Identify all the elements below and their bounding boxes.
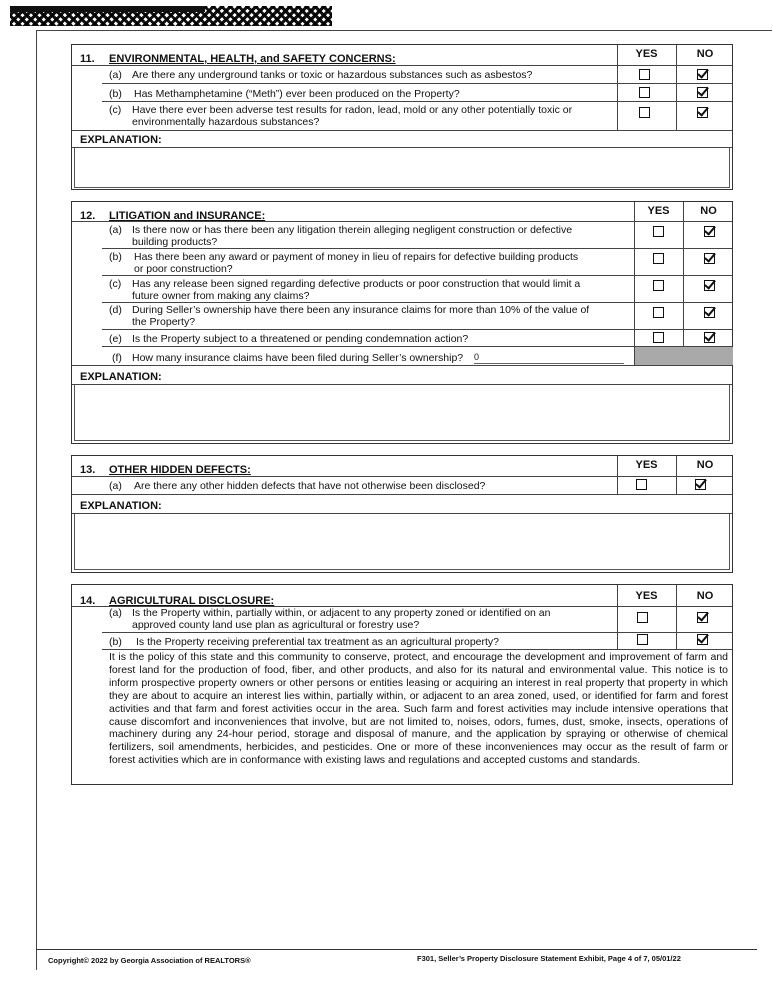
section-number: 12. — [80, 210, 96, 222]
question-text: Has Methamphetamine (“Meth”) ever been produced on the Property? — [134, 88, 460, 100]
footer-rule — [36, 949, 757, 950]
no-checkbox[interactable] — [697, 107, 708, 118]
claims-count-field[interactable] — [474, 352, 624, 364]
yes-checkbox[interactable] — [653, 307, 664, 318]
no-header: NO — [696, 459, 714, 471]
section-number: 14. — [80, 595, 96, 607]
question-text: Has there been any award or payment of money in lieu of repairs for defective building products — [134, 251, 579, 263]
yes-checkbox[interactable] — [653, 253, 664, 264]
question-text: Are there any other hidden defects that have not otherwise been disclosed? — [134, 480, 486, 492]
section-title: OTHER HIDDEN DEFECTS: — [109, 464, 251, 476]
no-checkbox[interactable] — [704, 307, 715, 318]
claims-count-value: 0 — [474, 352, 480, 362]
item-letter: (a) — [109, 69, 122, 81]
redacted-header-bar — [10, 6, 205, 12]
no-checkbox[interactable] — [704, 332, 715, 343]
yes-checkbox[interactable] — [636, 479, 647, 490]
section-title: LITIGATION and INSURANCE: — [109, 210, 266, 222]
yes-header: YES — [647, 205, 670, 217]
no-checkbox[interactable] — [704, 253, 715, 264]
question-text: Are there any underground tanks or toxic or hazardous substances such as asbestos? — [132, 69, 533, 81]
no-checkbox[interactable] — [695, 479, 706, 490]
explanation-label: EXPLANATION: — [80, 500, 162, 512]
item-letter: (b) — [109, 251, 122, 263]
no-checkbox[interactable] — [697, 634, 708, 645]
section-title: ENVIRONMENTAL, HEALTH, and SAFETY CONCERNS: — [109, 53, 396, 65]
section-14 — [71, 584, 733, 785]
question-text: Is the Property receiving preferential tax treatment as an agricultural property? — [136, 636, 500, 648]
section-13 — [71, 455, 733, 573]
item-letter: (d) — [109, 304, 122, 316]
yes-checkbox[interactable] — [653, 226, 664, 237]
question-text: Has any release been signed regarding defective products or poor construction that would limit a — [132, 278, 581, 290]
question-text: During Seller’s ownership have there been any insurance claims for more than 10% of the value of — [132, 304, 590, 316]
explanation-label: EXPLANATION: — [80, 371, 162, 383]
explanation-field[interactable] — [74, 514, 730, 570]
copyright: Copyright© 2022 by Georgia Association of REALTORS® — [48, 956, 251, 965]
no-header: NO — [700, 205, 717, 217]
question-text: Have there ever been adverse test results for radon, lead, mold or any other potentially toxic or — [132, 104, 573, 116]
explanation-field[interactable] — [74, 385, 730, 441]
question-text: Is the Property within, partially within, or adjacent to any property zoned or identified on an — [132, 607, 551, 619]
item-letter: (a) — [109, 224, 122, 236]
section-title: AGRICULTURAL DISCLOSURE: — [109, 595, 275, 607]
yes-checkbox[interactable] — [637, 612, 648, 623]
item-letter: (b) — [109, 636, 122, 648]
question-text: Is there now or has there been any litigation therein alleging negligent construction or defective — [132, 224, 573, 236]
no-checkbox[interactable] — [697, 87, 708, 98]
item-letter: (c) — [109, 104, 122, 116]
form-id: F301, Seller’s Property Disclosure Statement Exhibit, Page 4 of 7, 05/01/22 — [417, 954, 681, 963]
question-text-cont: or poor construction? — [134, 263, 233, 275]
yes-checkbox[interactable] — [639, 87, 650, 98]
section-12 — [71, 201, 733, 444]
section-11 — [71, 44, 733, 190]
explanation-label: EXPLANATION: — [80, 134, 162, 146]
item-letter: (e) — [109, 333, 122, 345]
item-letter: (b) — [109, 88, 122, 100]
yes-checkbox[interactable] — [637, 634, 648, 645]
question-text-cont: environmentally hazardous substances? — [132, 116, 320, 128]
section-number: 13. — [80, 464, 96, 476]
no-checkbox[interactable] — [704, 280, 715, 291]
agricultural-notice: It is the policy of this state and this community to conserve, protect, and encourage the development and improvement of farm and forest land for the production of food, fiber, and other products, and also for its natural and environmental value. This notice is to inform prospective property owners or other persons or entities leasing or acquiring an interest in real property that property in which they are about to acquire an interest lies within, partially within, or adjacent to an area zoned, used, or identified for farm and forest activities and that farm and forest activities occur in the area. Such farm and forest activities may include intensive operations that cause discomfort and inconveniences that involve, but are not limited to, noises, odors, fumes, dust, smoke, insects, operations of machinery during any 24-hour period, storage and disposal of manure, and the application by spraying or otherwise of chemical fertilizers, soil amendments, herbicides, and pesticides. One or more of these inconveniences may occur as the result of farm or forest activities which are in conformance with existing laws and regulations and accepted customs and standards. — [109, 651, 728, 767]
item-letter: (f) — [112, 352, 122, 364]
question-text-cont: the Property? — [132, 316, 196, 328]
no-checkbox[interactable] — [704, 226, 715, 237]
yes-checkbox[interactable] — [639, 69, 650, 80]
yes-checkbox[interactable] — [653, 332, 664, 343]
yes-header: YES — [635, 590, 658, 602]
no-checkbox[interactable] — [697, 612, 708, 623]
item-letter: (a) — [109, 607, 122, 619]
question-text-cont: building products? — [132, 236, 218, 248]
item-letter: (c) — [109, 278, 122, 290]
yes-header: YES — [635, 459, 658, 471]
explanation-field[interactable] — [74, 148, 730, 188]
section-number: 11. — [80, 53, 95, 65]
question-text-cont: future owner from making any claims? — [132, 290, 310, 302]
question-text-cont: approved county land use plan as agricultural or forestry use? — [132, 619, 420, 631]
question-text: Is the Property subject to a threatened or pending condemnation action? — [132, 333, 469, 345]
question-text: How many insurance claims have been filed during Seller’s ownership? — [132, 352, 464, 364]
shaded-cell — [635, 347, 733, 365]
yes-header: YES — [635, 48, 658, 60]
item-letter: (a) — [109, 480, 122, 492]
yes-checkbox[interactable] — [639, 107, 650, 118]
yes-checkbox[interactable] — [653, 280, 664, 291]
no-checkbox[interactable] — [697, 69, 708, 80]
no-header: NO — [696, 48, 714, 60]
no-header: NO — [696, 590, 714, 602]
